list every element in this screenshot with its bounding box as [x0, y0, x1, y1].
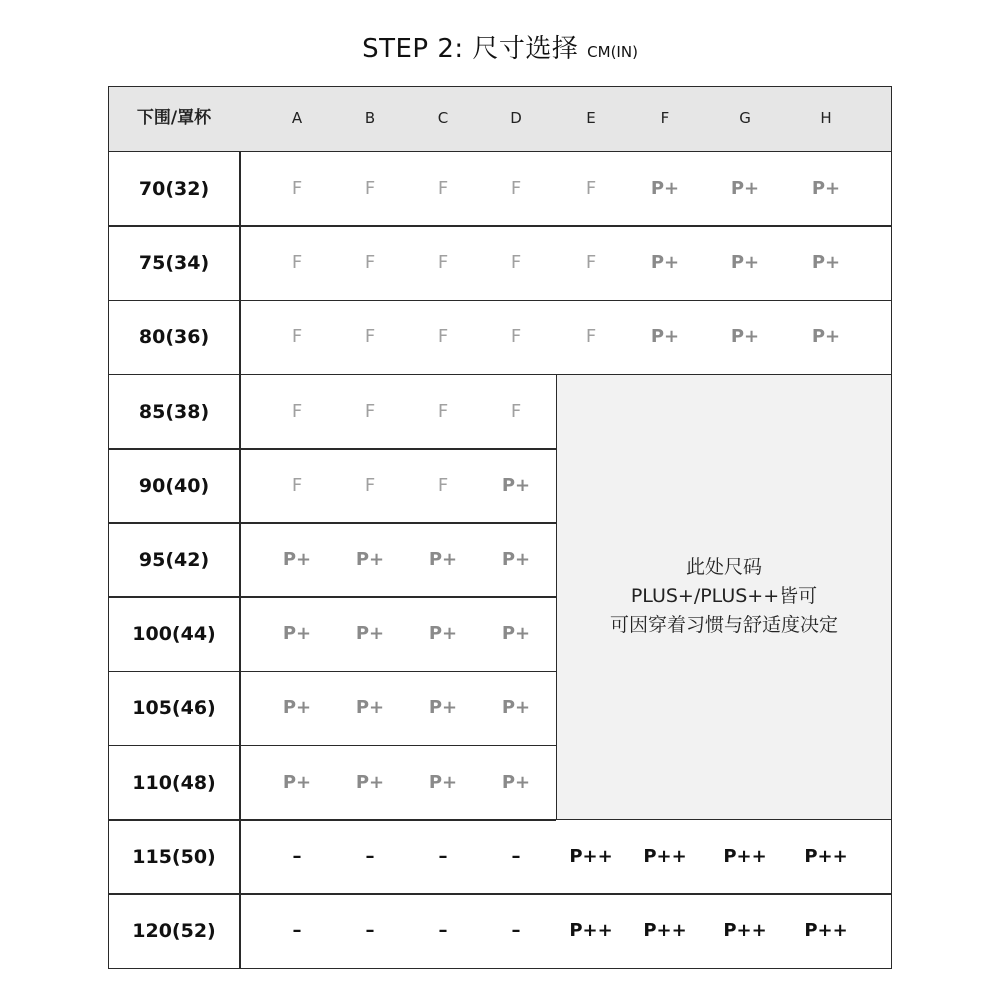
- size-cell: P+: [811, 178, 841, 199]
- size-cell: P++: [643, 920, 687, 941]
- size-cell: F: [437, 400, 449, 422]
- size-cell: –: [438, 845, 448, 867]
- size-cell: P+: [501, 474, 531, 496]
- corner-header: 下围/罩杯: [136, 108, 212, 128]
- size-cell: P+: [811, 252, 841, 274]
- size-cell: P+: [428, 549, 458, 570]
- size-cell: P++: [723, 845, 767, 867]
- size-cell: P++: [804, 845, 848, 867]
- size-cell: P++: [723, 920, 767, 941]
- cup-header-a: A: [291, 109, 303, 127]
- size-cell: F: [291, 178, 303, 199]
- size-cell: F: [510, 400, 522, 422]
- table-header-row: [109, 87, 891, 152]
- size-cell: P+: [355, 697, 385, 719]
- row-label: 120(52): [132, 920, 216, 942]
- size-cell: F: [364, 178, 376, 199]
- size-cell: F: [364, 252, 376, 274]
- size-cell: F: [437, 252, 449, 274]
- size-cell: P+: [355, 623, 385, 645]
- size-cell: P+: [501, 697, 531, 719]
- size-cell: P+: [730, 178, 760, 199]
- size-cell: P+: [428, 623, 458, 645]
- size-cell: P+: [650, 178, 680, 199]
- size-cell: P++: [569, 920, 613, 941]
- row-label: 95(42): [138, 549, 210, 571]
- size-cell: P+: [501, 549, 531, 570]
- size-cell: P++: [569, 845, 613, 867]
- row-label: 115(50): [132, 845, 216, 868]
- row-label: 85(38): [138, 400, 210, 423]
- size-cell: P++: [804, 920, 848, 941]
- row-label: 80(36): [138, 326, 210, 349]
- size-cell: P+: [650, 252, 680, 274]
- cup-header-c: C: [437, 109, 449, 127]
- size-cell: F: [585, 252, 597, 274]
- size-cell: F: [291, 252, 303, 274]
- size-cell: F: [364, 400, 376, 422]
- size-cell: P+: [650, 326, 680, 348]
- size-cell: –: [511, 920, 521, 941]
- cup-header-e: E: [586, 109, 596, 127]
- row-label: 105(46): [132, 697, 216, 720]
- label-column-divider: [239, 152, 241, 968]
- note-text: [557, 553, 891, 640]
- note-line-1: 此处尺码: [685, 556, 762, 578]
- cup-header-d: D: [510, 109, 522, 127]
- size-cell: P+: [282, 549, 312, 570]
- size-cell: F: [291, 400, 303, 422]
- size-cell: F: [585, 326, 597, 348]
- size-cell: –: [438, 920, 448, 941]
- row-label: 110(48): [132, 771, 216, 794]
- size-cell: –: [292, 845, 302, 867]
- size-cell: F: [291, 474, 303, 496]
- size-cell: F: [364, 326, 376, 348]
- size-cell: –: [292, 920, 302, 941]
- size-cell: P+: [282, 623, 312, 645]
- size-cell: P+: [501, 771, 531, 793]
- size-cell: P+: [428, 697, 458, 719]
- row-label: 90(40): [138, 474, 210, 497]
- size-cell: P+: [730, 252, 760, 274]
- size-cell: F: [437, 326, 449, 348]
- note-line-2: PLUS+/PLUS++皆可: [630, 585, 818, 607]
- size-cell: F: [510, 326, 522, 348]
- title-unit: CM(IN): [587, 43, 638, 61]
- size-cell: P+: [501, 623, 531, 645]
- page-title: [0, 28, 1000, 65]
- size-cell: P+: [428, 771, 458, 793]
- cup-header-h: H: [820, 109, 832, 127]
- size-cell: F: [437, 178, 449, 199]
- cup-header-b: B: [364, 109, 376, 127]
- size-cell: F: [437, 474, 449, 496]
- row-label: 75(34): [138, 252, 210, 275]
- size-cell: F: [585, 178, 597, 199]
- size-cell: –: [365, 845, 375, 867]
- title-main: STEP 2: 尺寸选择: [362, 34, 579, 64]
- size-cell: F: [510, 178, 522, 199]
- row-label: 70(32): [138, 178, 210, 200]
- size-cell: F: [364, 474, 376, 496]
- size-cell: –: [511, 845, 521, 867]
- size-cell: P+: [730, 326, 760, 348]
- size-cell: P+: [811, 326, 841, 348]
- size-cell: F: [291, 326, 303, 348]
- size-cell: P+: [282, 697, 312, 719]
- size-cell: P+: [355, 771, 385, 793]
- row-label: 100(44): [132, 623, 216, 646]
- size-cell: P+: [282, 771, 312, 793]
- size-table: [108, 86, 892, 969]
- size-cell: F: [510, 252, 522, 274]
- cup-header-g: G: [739, 109, 751, 127]
- size-cell: –: [365, 920, 375, 941]
- note-line-3: 可因穿着习惯与舒适度决定: [609, 614, 838, 636]
- cup-header-f: F: [660, 109, 670, 127]
- size-cell: P++: [643, 845, 687, 867]
- note-box: [556, 374, 891, 820]
- size-cell: P+: [355, 549, 385, 570]
